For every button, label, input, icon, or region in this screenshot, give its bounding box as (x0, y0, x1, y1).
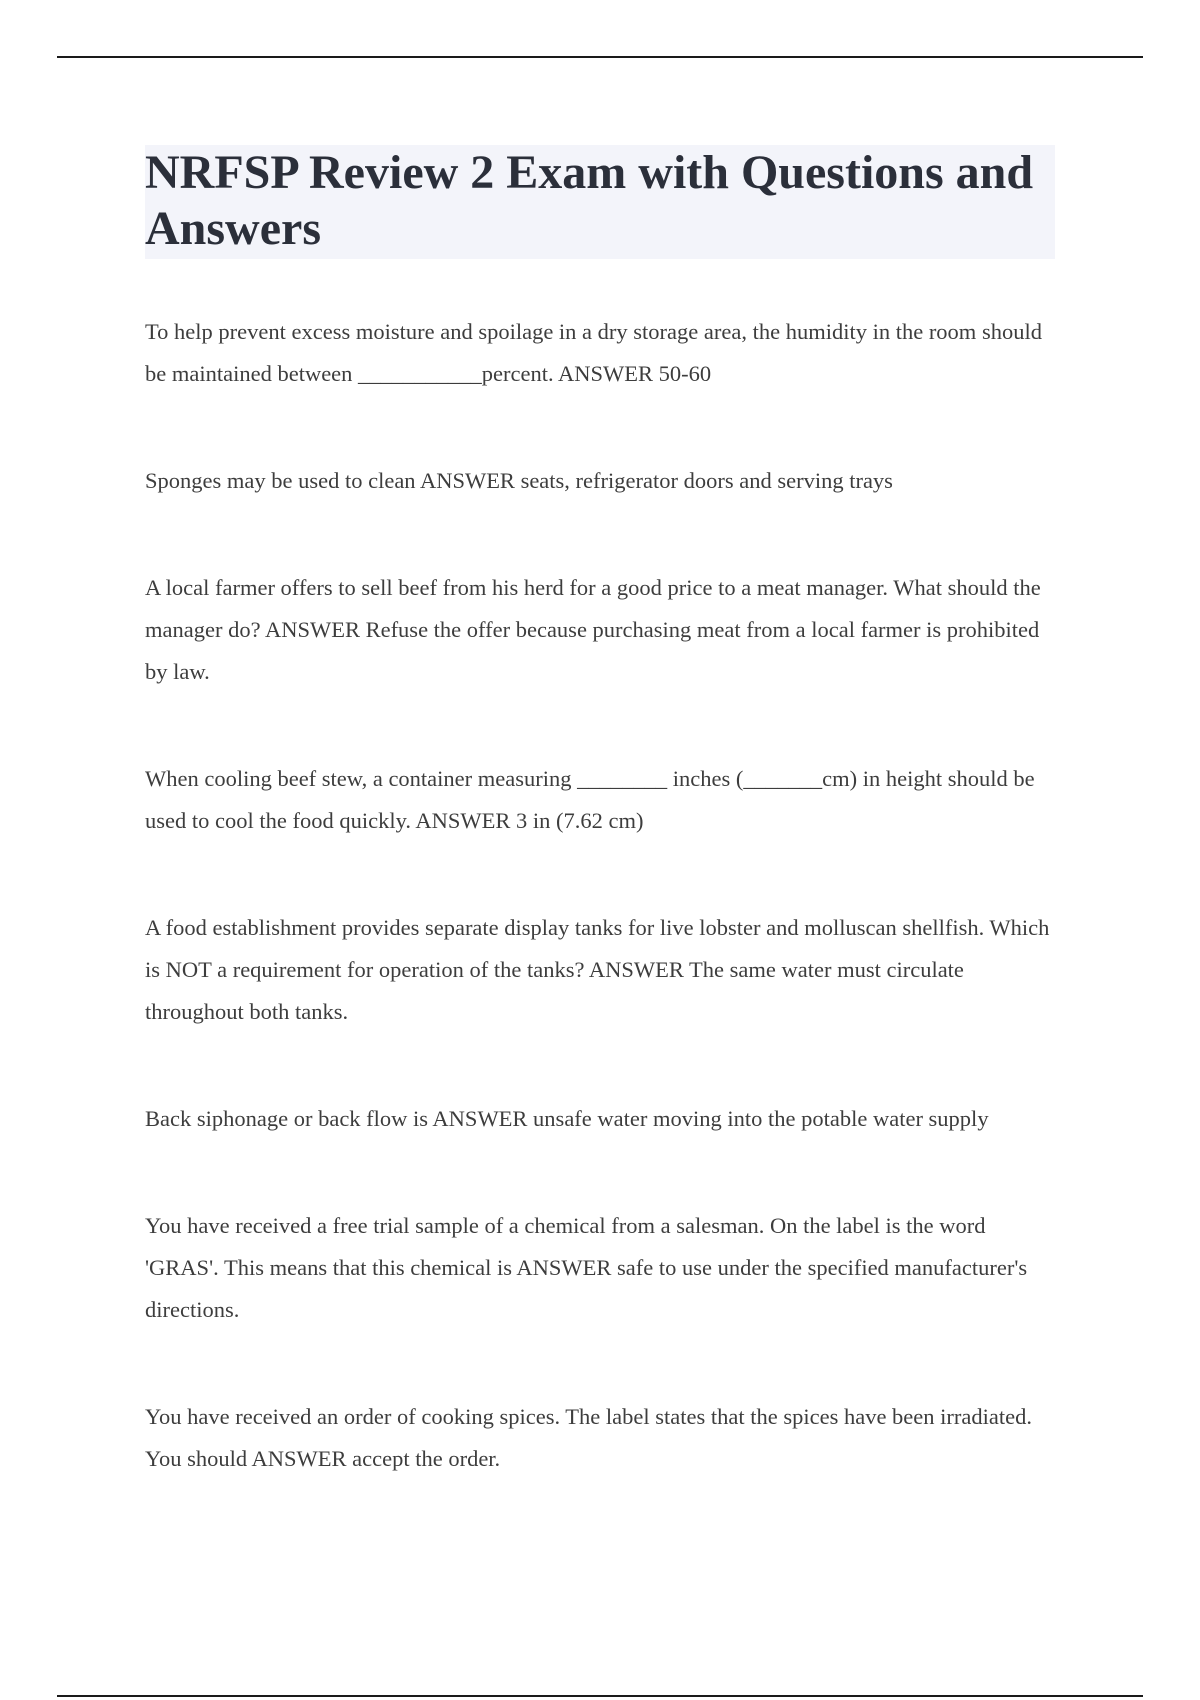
document-body (145, 145, 1055, 1545)
page-title: NRFSP Review 2 Exam with Questions and Answers (145, 146, 1034, 255)
title-block (145, 145, 1055, 259)
qa-item-local-farmer: A local farmer offers to sell beef from his herd for a good price to a meat manager. What should the manager do? ANSWER Refuse the offer because purchasing meat from a local farmer is prohibited by law. (145, 575, 1041, 684)
qa-item-humidity: To help prevent excess moisture and spoilage in a dry storage area, the humidity in the room should be maintained between ___________percent. ANSWER 50-60 (145, 319, 1042, 386)
qa-item-cooling-stew: When cooling beef stew, a container measuring ________ inches (_______cm) in height should be used to cool the food quickly. ANSWER 3 in (7.62 cm) (145, 766, 1035, 833)
qa-item-irradiated-spices: You have received an order of cooking spices. The label states that the spices have been irradiated. You should ANSWER accept the order. (145, 1404, 1032, 1471)
qa-list (145, 311, 1055, 1480)
qa-item-back-siphonage: Back siphonage or back flow is ANSWER unsafe water moving into the potable water supply (145, 1106, 989, 1131)
qa-item-gras-chemical: You have received a free trial sample of a chemical from a salesman. On the label is the word 'GRAS'. This means that this chemical is ANSWER safe to use under the specified manufacturer's directions. (145, 1213, 1028, 1322)
top-rule (57, 56, 1143, 58)
qa-item-display-tanks: A food establishment provides separate display tanks for live lobster and molluscan shellfish. Which is NOT a requirement for operation of the tanks? ANSWER The same water must circulate throughout both tanks. (145, 915, 1050, 1024)
qa-item-sponges: Sponges may be used to clean ANSWER seats, refrigerator doors and serving trays (145, 468, 893, 493)
bottom-rule (57, 1695, 1143, 1697)
